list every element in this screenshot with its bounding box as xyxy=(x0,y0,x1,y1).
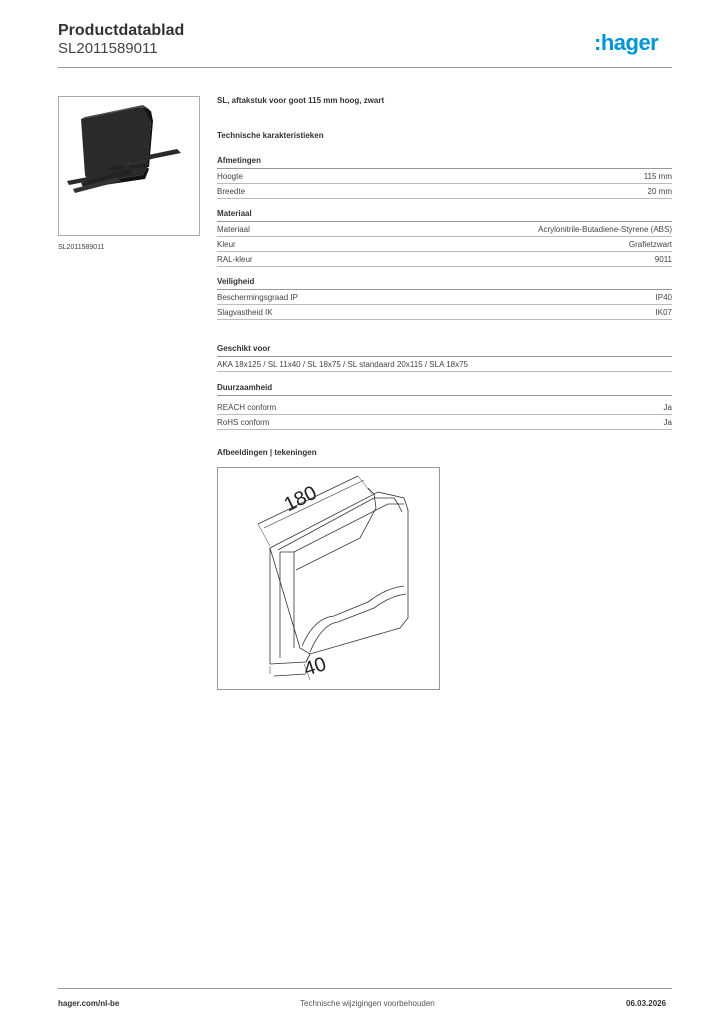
spec-row: Kleur Grafietzwart xyxy=(217,237,672,252)
spec-row: RAL-kleur 9011 xyxy=(217,252,672,267)
page-title: Productdatablad xyxy=(58,22,185,39)
drawings-heading: Afbeeldingen | tekeningen xyxy=(217,448,317,457)
product-photo xyxy=(58,96,200,236)
footer-divider xyxy=(58,988,672,989)
spec-row: Materiaal Acrylonitrile-Butadiene-Styrene (ABS) xyxy=(217,222,672,237)
footer-date: 06.03.2026 xyxy=(626,999,667,1008)
spec-row: Slagvastheid IK IK07 xyxy=(217,305,672,320)
technical-drawing xyxy=(217,467,440,690)
product-code: SL2011589011 xyxy=(58,40,158,57)
group-title-materiaal: Materiaal xyxy=(217,209,672,222)
group-title-geschikt: Geschikt voor xyxy=(217,344,672,357)
spec-row: REACH conform Ja xyxy=(217,400,672,415)
header-divider xyxy=(58,67,672,68)
spec-row: RoHS conform Ja xyxy=(217,415,672,430)
group-title-duurzaamheid: Duurzaamheid xyxy=(217,383,672,396)
dimension-label-top: 180 xyxy=(280,481,321,517)
tech-heading: Technische karakteristieken xyxy=(217,131,324,140)
hager-logo: :hager xyxy=(594,30,659,55)
spec-row: AKA 18x125 / SL 11x40 / SL 18x75 / SL standaard 20x115 / SLA 18x75 xyxy=(217,357,672,372)
spec-row: Hoogte 115 mm xyxy=(217,169,672,184)
photo-caption: SL2011589011 xyxy=(58,244,105,251)
group-title-veiligheid: Veiligheid xyxy=(217,277,672,290)
spec-row: Beschermingsgraad IP IP40 xyxy=(217,290,672,305)
product-title: SL, aftakstuk voor goot 115 mm hoog, zwart xyxy=(217,96,385,105)
footer-notice: Technische wijzigingen voorbehouden xyxy=(300,999,435,1008)
group-title-afmetingen: Afmetingen xyxy=(217,156,672,169)
spec-row: Breedte 20 mm xyxy=(217,184,672,199)
dimension-label-bottom: 40 xyxy=(300,653,329,681)
footer-website[interactable]: hager.com/nl-be xyxy=(58,999,120,1008)
